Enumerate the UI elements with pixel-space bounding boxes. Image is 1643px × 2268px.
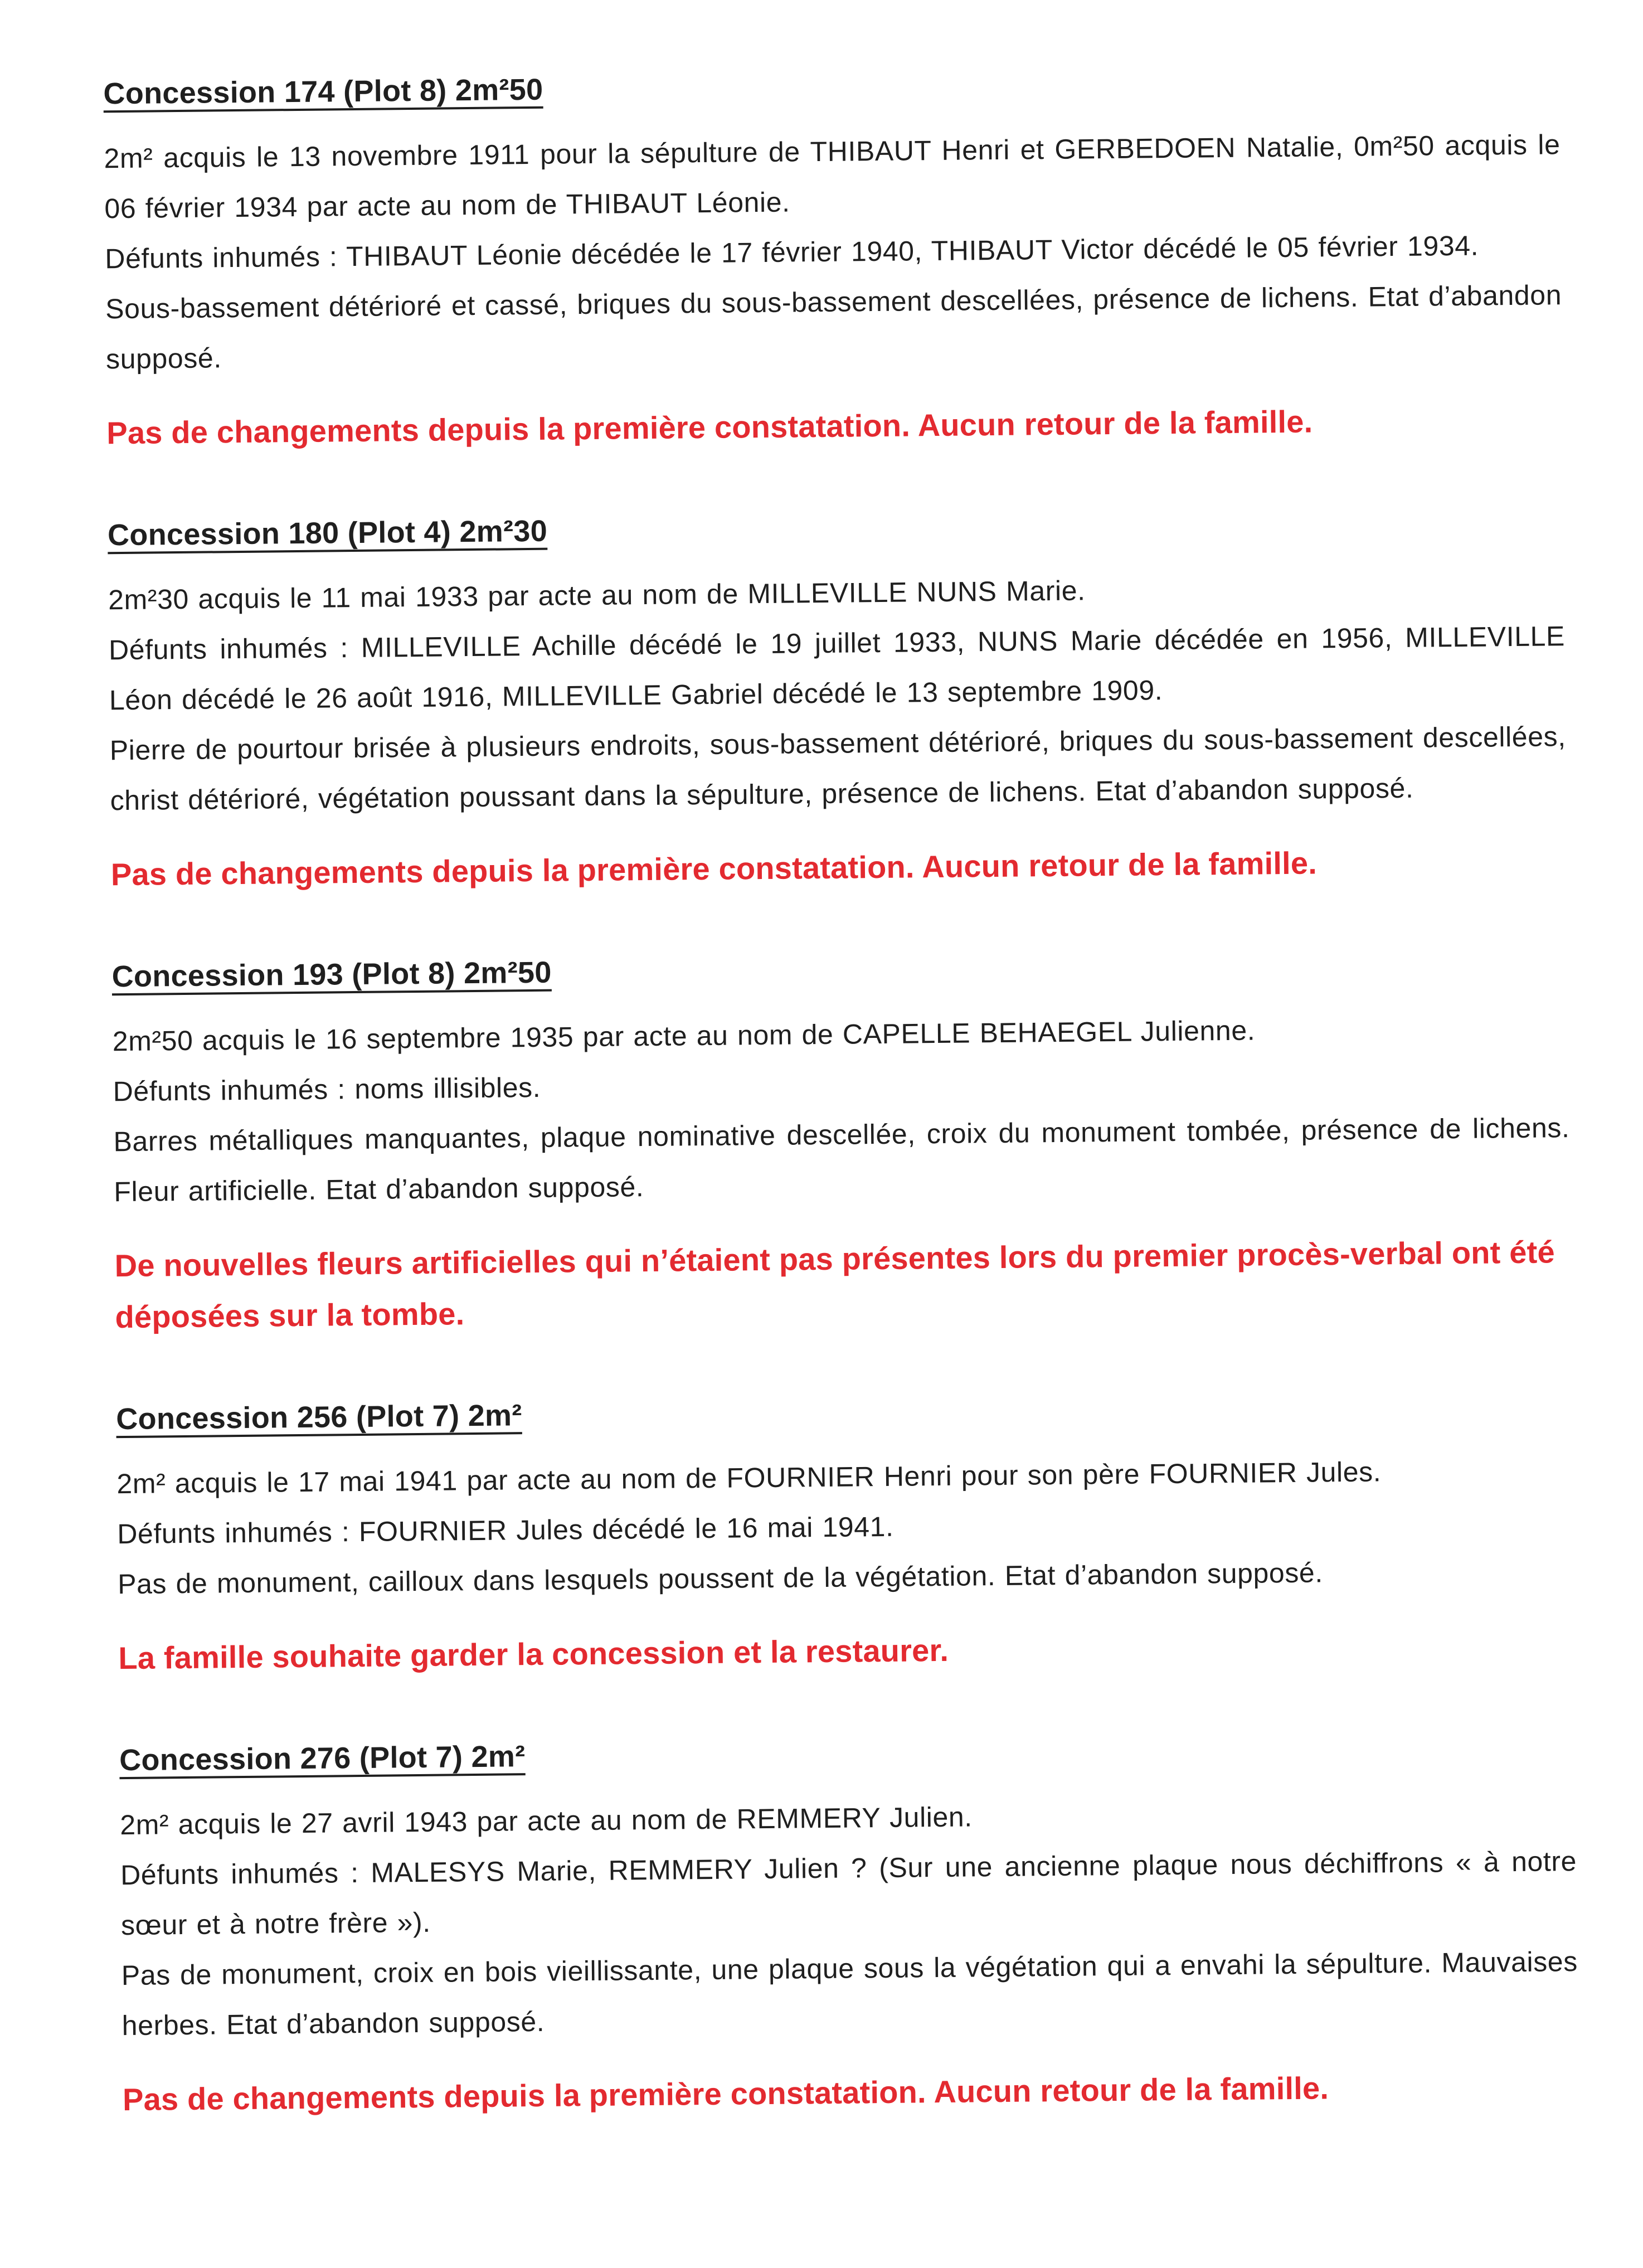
paragraph: Défunts inhumés : FOURNIER Jules décédé le 16 mai 1941.	[117, 1511, 894, 1550]
paragraph: Pas de monument, croix en bois vieillissante, une plaque sous la végétation qui a envahi la sépulture. Mauvaises herbes. Etat d’abandon supposé.	[121, 1946, 1578, 2042]
section-concession-276	[119, 1721, 1579, 2125]
family-note: De nouvelles fleurs artificielles qui n’étaient pas présentes lors du premier procès-verbal ont été déposées sur la tombe.	[114, 1234, 1555, 1335]
paragraph: Pierre de pourtour brisée à plusieurs endroits, sous-bassement détérioré, briques du sous-bassement descellées, christ détérioré, végétation poussant dans la sépulture, présence de lichens. Etat d’abandon supposé.	[109, 721, 1566, 817]
section-heading: Concession 180 (Plot 4) 2m²30	[107, 514, 548, 552]
family-note: Pas de changements depuis la première constatation. Aucun retour de la famille.	[106, 404, 1313, 451]
paragraph: Défunts inhumés : noms illisibles.	[113, 1071, 541, 1108]
paragraph: 2m² acquis le 17 mai 1941 par acte au nom de FOURNIER Henri pour son père FOURNIER Jules.	[116, 1456, 1382, 1500]
section-heading: Concession 256 (Plot 7) 2m²	[116, 1398, 522, 1436]
family-note: Pas de changements depuis la première constatation. Aucun retour de la famille.	[122, 2070, 1329, 2118]
section-concession-256	[116, 1380, 1575, 1684]
section-concession-193	[111, 938, 1572, 1343]
paragraph: Défunts inhumés : THIBAUT Léonie décédée le 17 février 1940, THIBAUT Victor décédé le 05 février 1934.	[105, 230, 1479, 275]
paragraph: 2m²50 acquis le 16 septembre 1935 par acte au nom de CAPELLE BEHAEGEL Julienne.	[112, 1014, 1256, 1057]
paragraph: 2m² acquis le 27 avril 1943 par acte au nom de REMMERY Julien.	[120, 1801, 973, 1841]
paragraph: Défunts inhumés : MILLEVILLE Achille décédé le 19 juillet 1933, NUNS Marie décédée en 1956, MILLEVILLE Léon décédé le 26 août 1916, MILLEVILLE Gabriel décédé le 13 septembre 1909.	[108, 620, 1566, 716]
section-heading: Concession 276 (Plot 7) 2m²	[119, 1740, 526, 1778]
paragraph: Sous-bassement détérioré et cassé, briques du sous-bassement descellées, présence de lichens. Etat d’abandon supposé.	[105, 279, 1562, 375]
section-heading: Concession 193 (Plot 8) 2m²50	[111, 955, 552, 994]
paragraph: Barres métalliques manquantes, plaque nominative descellée, croix du monument tombée, présence de lichens. Fleur artificielle. Etat d’abandon supposé.	[113, 1112, 1570, 1208]
paragraph: 2m² acquis le 13 novembre 1911 pour la sépulture de THIBAUT Henri et GERBEDOEN Natalie, 0m²50 acquis le 06 février 1934 par acte au nom de THIBAUT Léonie.	[104, 129, 1561, 225]
section-heading: Concession 174 (Plot 8) 2m²50	[103, 72, 543, 111]
section-concession-174	[103, 55, 1563, 459]
document-content	[103, 55, 1579, 2125]
family-note: Pas de changements depuis la première constatation. Aucun retour de la famille.	[110, 845, 1318, 892]
paragraph: Pas de monument, cailloux dans lesquels poussent de la végétation. Etat d’abandon supposé.	[117, 1557, 1324, 1600]
paragraph: Défunts inhumés : MALESYS Marie, REMMERY Julien ? (Sur une ancienne plaque nous déchiffrons « à notre sœur et à notre frère »).	[120, 1846, 1577, 1941]
family-note: La famille souhaite garder la concession et la restaurer.	[118, 1632, 949, 1676]
section-concession-180	[108, 496, 1568, 900]
paragraph: 2m²30 acquis le 11 mai 1933 par acte au nom de MILLEVILLE NUNS Marie.	[108, 575, 1086, 616]
